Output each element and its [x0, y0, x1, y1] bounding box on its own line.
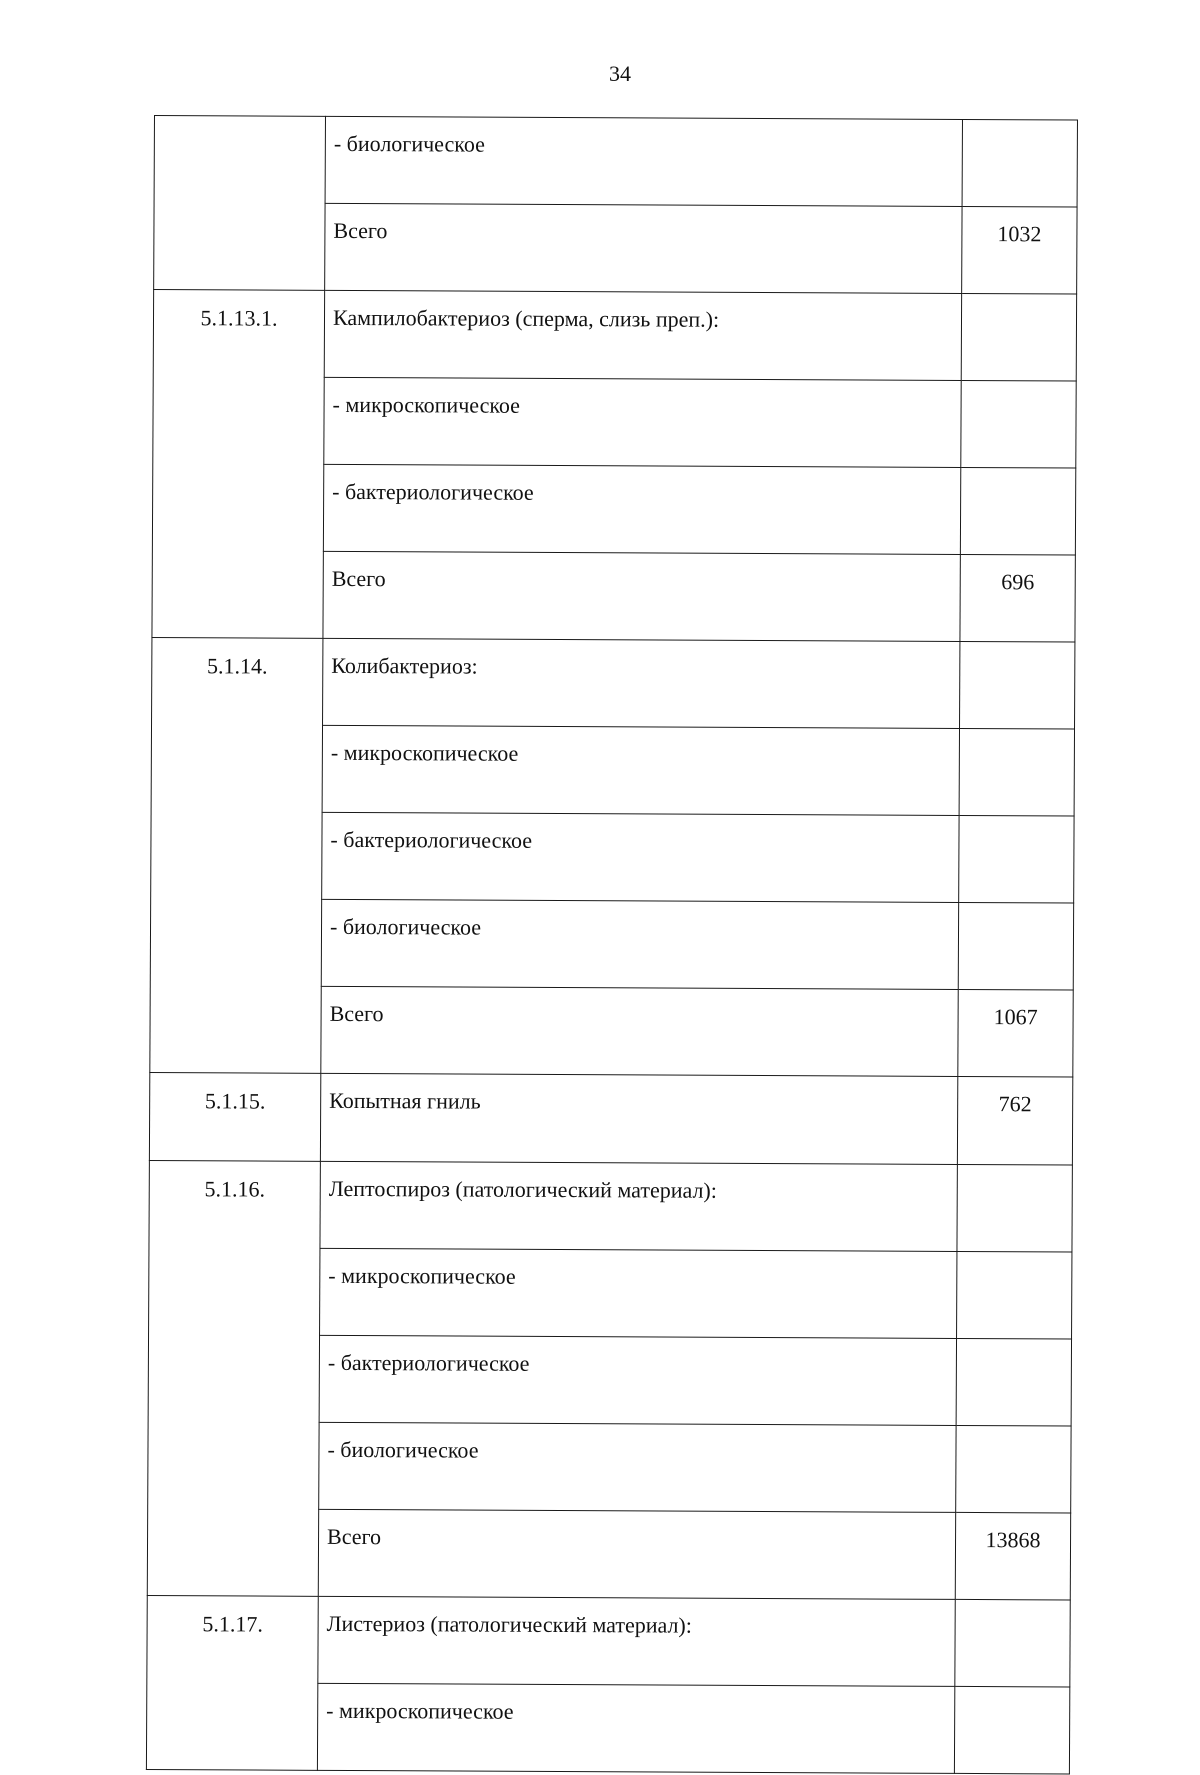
section-code-cell: 5.1.16. — [147, 1160, 320, 1596]
count-cell — [961, 380, 1076, 468]
count-cell — [959, 728, 1074, 816]
count-cell — [960, 467, 1075, 555]
count-cell — [957, 1251, 1072, 1339]
test-label-cell: - бактериологическое — [319, 1335, 956, 1425]
count-cell — [958, 902, 1073, 990]
disease-label-cell: Копытная гниль — [320, 1073, 957, 1164]
count-cell — [956, 1425, 1071, 1513]
disease-label-cell: Листериоз (патологический материал): — [318, 1596, 955, 1686]
test-label-cell: - микроскопическое — [324, 377, 961, 467]
count-cell — [956, 1338, 1071, 1426]
total-label-cell: Всего — [321, 986, 958, 1076]
table-row — [149, 1160, 1072, 1252]
total-label-cell: Всего — [323, 551, 960, 641]
count-cell — [954, 1686, 1069, 1774]
page-number: 34 — [609, 61, 631, 86]
test-label-cell: - биологическое — [319, 1422, 956, 1512]
section-code-cell: 5.1.14. — [150, 637, 323, 1073]
count-cell — [962, 119, 1077, 207]
total-label-cell: Всего — [325, 203, 962, 293]
section-code-cell — [154, 116, 326, 291]
disease-label-cell: Кампилобактериоз (сперма, слизь преп.): — [324, 290, 961, 380]
test-label-cell: - бактериологическое — [322, 812, 959, 902]
count-cell — [959, 815, 1074, 903]
test-label-cell: - биологическое — [321, 899, 958, 989]
table-row — [147, 1595, 1070, 1687]
section-code-cell: 5.1.13.1. — [152, 290, 325, 639]
count-cell — [955, 1599, 1070, 1687]
total-count-cell: 1032 — [962, 206, 1077, 294]
test-label-cell: - биологическое — [325, 116, 962, 206]
table-row — [149, 1072, 1072, 1165]
total-count-cell: 1067 — [958, 989, 1073, 1077]
test-label-cell: - микроскопическое — [320, 1248, 957, 1338]
section-code-cell: 5.1.17. — [146, 1595, 318, 1770]
disease-label-cell: Колибактериоз: — [323, 638, 960, 728]
total-label-cell: Всего — [318, 1509, 955, 1599]
count-cell — [960, 641, 1075, 729]
research-table — [146, 115, 1078, 1774]
test-label-cell: - микроскопическое — [317, 1683, 954, 1773]
table-row — [154, 116, 1077, 208]
table-body — [146, 116, 1077, 1774]
count-cell — [961, 293, 1076, 381]
table-row — [152, 637, 1075, 729]
table-row — [153, 290, 1076, 382]
disease-label-cell: Лептоспироз (патологический материал): — [320, 1161, 957, 1251]
section-code-cell: 5.1.15. — [149, 1072, 320, 1161]
total-count-cell: 762 — [957, 1076, 1072, 1165]
test-label-cell: - микроскопическое — [322, 725, 959, 815]
count-cell — [957, 1164, 1072, 1252]
total-count-cell: 13868 — [955, 1512, 1070, 1600]
test-label-cell: - бактериологическое — [323, 464, 960, 554]
total-count-cell: 696 — [960, 554, 1075, 642]
